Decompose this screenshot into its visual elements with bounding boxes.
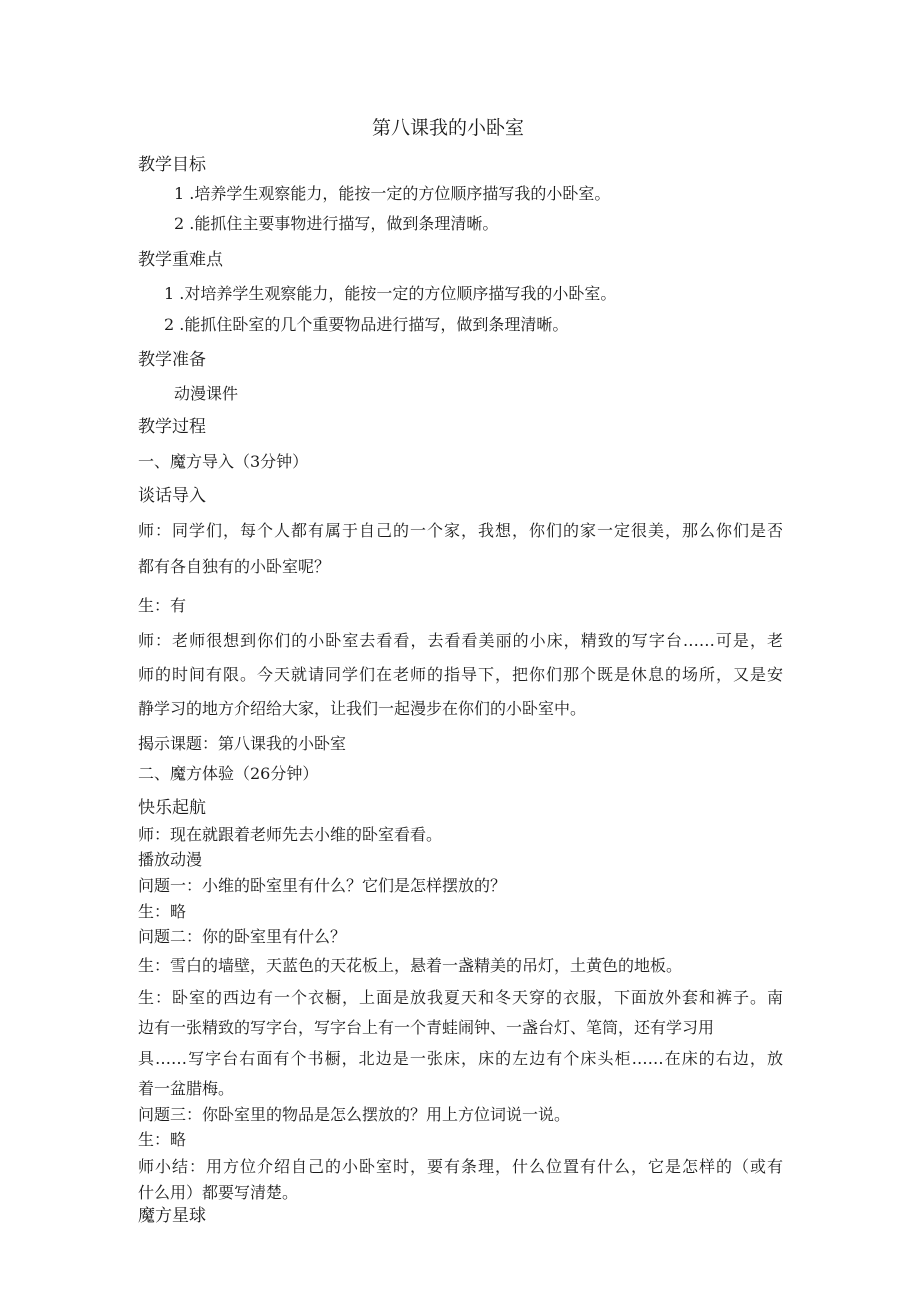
student-answer-2d: 着一盆腊梅。 <box>138 1079 235 1098</box>
teacher-line-2c: 静学习的地方介绍给大家，让我们一起漫步在你们的小卧室中。 <box>138 699 587 718</box>
question-1: 问题一：小维的卧室里有什么？它们是怎样摆放的？ <box>138 876 507 895</box>
teacher-line-3: 师：现在就跟着老师先去小维的卧室看看。 <box>138 825 443 844</box>
part1-title: 一、魔方导入（3分钟） <box>138 452 309 471</box>
question-2: 问题二：你的卧室里有什么？ <box>138 927 347 946</box>
question-3: 问题三：你卧室里的物品是怎么摆放的？用上方位词说一说。 <box>138 1105 571 1124</box>
teacher-line-1a: 师：同学们，每个人都有属于自己的一个家，我想，你们的家一定很美，那么你们是否 <box>138 521 783 540</box>
student-omit-1: 生：略 <box>138 902 187 921</box>
key-point-item-1: 1 .对培养学生观察能力，能按一定的方位顺序描写我的小卧室。 <box>164 284 617 303</box>
student-answer-2c: 具……写字台右面有个书橱，北边是一张床，床的左边有个床头柜……在床的右边，放 <box>138 1049 783 1068</box>
student-answer-2b: 边有一张精致的写字台，写字台上有一个青蛙闹钟、一盏台灯、笔筒，还有学习用 <box>138 1018 715 1037</box>
student-answer-2a: 生：卧室的西边有一个衣橱，上面是放我夏天和冬天穿的衣服，下面放外套和裤子。南 <box>138 988 783 1007</box>
happy-heading: 快乐起航 <box>138 798 206 818</box>
reveal-topic: 揭示课题：第八课我的小卧室 <box>138 734 347 753</box>
summary-line-b: 什么用）都要写清楚。 <box>138 1183 299 1202</box>
teacher-line-2b: 师的时间有限。今天就请同学们在老师的指导下，把你们那个既是休息的场所，又是安 <box>138 665 783 684</box>
key-point-item-2: 2 .能抓住卧室的几个重要物品进行描写，做到条理清晰。 <box>164 315 569 334</box>
part2-title: 二、魔方体验（26分钟） <box>138 764 319 783</box>
teacher-line-1b: 都有各自独有的小卧室呢？ <box>138 557 331 576</box>
play-animation: 播放动漫 <box>138 850 203 869</box>
magic-planet-heading: 魔方星球 <box>138 1206 206 1226</box>
page-title: 第八课我的小卧室 <box>372 117 525 139</box>
goals-heading: 教学目标 <box>138 155 206 175</box>
prep-item: 动漫课件 <box>174 384 239 403</box>
talk-heading: 谈话导入 <box>138 486 206 506</box>
prep-heading: 教学准备 <box>138 350 206 370</box>
goal-item-1: 1 .培养学生观察能力，能按一定的方位顺序描写我的小卧室。 <box>174 184 611 203</box>
process-heading: 教学过程 <box>138 417 206 437</box>
student-omit-2: 生：略 <box>138 1130 187 1149</box>
summary-line-a: 师小结：用方位介绍自己的小卧室时，要有条理，什么位置有什么，它是怎样的（或有 <box>138 1157 783 1176</box>
teacher-line-2a: 师：老师很想到你们的小卧室去看看，去看看美丽的小床，精致的写字台……可是，老 <box>138 631 783 650</box>
student-answer-1: 生：雪白的墙壁，天蓝色的天花板上，悬着一盏精美的吊灯，土黄色的地板。 <box>138 956 683 975</box>
key-points-heading: 教学重难点 <box>138 250 223 270</box>
student-line-1: 生：有 <box>138 596 187 615</box>
goal-item-2: 2 .能抓住主要事物进行描写，做到条理清晰。 <box>174 214 499 233</box>
